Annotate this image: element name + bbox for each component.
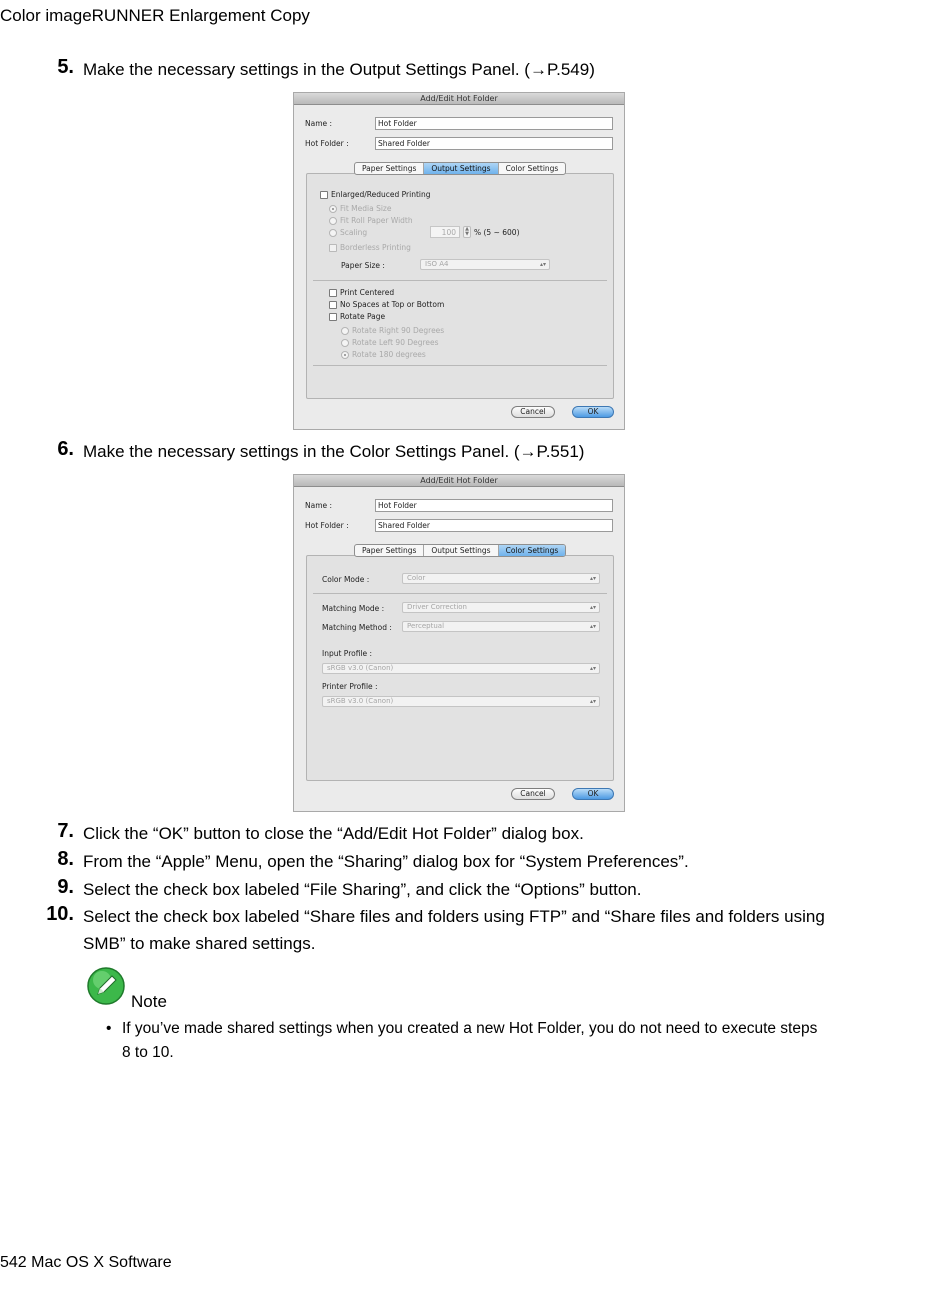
dialog-title: Add/Edit Hot Folder [294, 475, 624, 487]
matching-method-value: Perceptual [407, 622, 445, 630]
rotate-right-label: Rotate Right 90 Degrees [352, 326, 445, 335]
tab-bar [354, 544, 566, 557]
divider [313, 593, 607, 594]
matching-mode-select[interactable] [402, 602, 600, 613]
fit-roll-paper-label: Fit Roll Paper Width [340, 216, 413, 225]
fit-roll-paper-radio[interactable] [329, 217, 337, 225]
step-number: 9. [57, 876, 74, 898]
step-number: 7. [57, 820, 74, 842]
chevron-updown-icon: ▴▾ [589, 604, 596, 611]
note-label: Note [131, 992, 167, 1011]
color-mode-select[interactable] [402, 573, 600, 584]
step-text: From the “Apple” Menu, open the “Sharing” dialog box for “System Preferences”. [83, 852, 689, 871]
settings-panel [306, 555, 614, 781]
paper-size-value: ISO A4 [425, 260, 449, 268]
rotate-180-label: Rotate 180 degrees [352, 350, 426, 359]
matching-method-label: Matching Method : [322, 623, 392, 632]
input-profile-label: Input Profile : [322, 649, 373, 658]
tab-color-settings[interactable]: Color Settings [505, 164, 559, 173]
rotate-page-checkbox[interactable] [329, 313, 337, 321]
borderless-checkbox[interactable] [329, 244, 337, 252]
rotate-page-label: Rotate Page [340, 312, 386, 321]
rotate-left-label: Rotate Left 90 Degrees [352, 338, 439, 347]
color-mode-label: Color Mode : [322, 575, 370, 584]
hot-folder-label: Hot Folder : [305, 521, 349, 530]
hot-folder-input[interactable]: Shared Folder [375, 137, 613, 150]
chevron-updown-icon: ▴▾ [589, 575, 596, 582]
name-label: Name : [305, 501, 333, 510]
step-text: Select the check box labeled “File Sharing”, and click the “Options” button. [83, 880, 642, 899]
step-text: Select the check box labeled “Share files and folders using FTP” and “Share files and folders using SMB” to make shared settings. [83, 907, 825, 953]
no-spaces-label: No Spaces at Top or Bottom [340, 300, 445, 309]
scaling-range-label: % (5 ~ 600) [474, 228, 520, 237]
chevron-updown-icon: ▴▾ [539, 261, 546, 268]
ok-button[interactable]: OK [572, 406, 614, 418]
name-label: Name : [305, 119, 333, 128]
input-profile-select[interactable] [322, 663, 600, 674]
tab-bar [354, 162, 566, 175]
rotate-right-radio[interactable] [341, 327, 349, 335]
enlarged-reduced-checkbox[interactable] [320, 191, 328, 199]
page-header: Color imageRUNNER Enlargement Copy [0, 6, 310, 25]
step-number: 6. [57, 438, 74, 460]
step-text: Click the “OK” button to close the “Add/Edit Hot Folder” dialog box. [83, 824, 584, 843]
scaling-label: Scaling [340, 228, 368, 237]
hot-folder-label: Hot Folder : [305, 139, 349, 148]
chevron-updown-icon: ▴▾ [589, 698, 596, 705]
tab-paper-settings[interactable]: Paper Settings [355, 163, 424, 174]
scaling-input[interactable]: 100 [430, 226, 460, 238]
fit-media-size-label: Fit Media Size [340, 204, 392, 213]
chevron-updown-icon: ▴▾ [589, 623, 596, 630]
fit-media-size-radio[interactable] [329, 205, 337, 213]
cancel-button[interactable]: Cancel [511, 788, 555, 800]
print-centered-label: Print Centered [340, 288, 395, 297]
scaling-stepper[interactable]: ▲ ▼ [463, 226, 471, 238]
hot-folder-input[interactable]: Shared Folder [375, 519, 613, 532]
rotate-180-radio[interactable] [341, 351, 349, 359]
step-text: Make the necessary settings in the Output Settings Panel. (→P.549) [83, 60, 595, 79]
print-centered-checkbox[interactable] [329, 289, 337, 297]
no-spaces-checkbox[interactable] [329, 301, 337, 309]
step-number: 10. [46, 903, 74, 925]
bullet-icon: • [106, 1020, 112, 1037]
chevron-updown-icon: ▴▾ [589, 665, 596, 672]
matching-method-select[interactable] [402, 621, 600, 632]
enlarged-reduced-label: Enlarged/Reduced Printing [331, 190, 431, 199]
matching-mode-value: Driver Correction [407, 603, 467, 611]
ok-button[interactable]: OK [572, 788, 614, 800]
divider [313, 280, 607, 281]
name-input[interactable]: Hot Folder [375, 117, 613, 130]
add-edit-hot-folder-dialog-color [293, 474, 625, 812]
tab-color-settings[interactable]: Color Settings [499, 545, 566, 556]
scaling-radio[interactable] [329, 229, 337, 237]
note-text: If you’ve made shared settings when you created a new Hot Folder, you do not need to execute steps 8 to 10. [122, 1020, 818, 1061]
name-input[interactable]: Hot Folder [375, 499, 613, 512]
pencil-note-icon [86, 966, 126, 1006]
divider [313, 365, 607, 366]
paper-size-select[interactable] [420, 259, 550, 270]
step-number: 8. [57, 848, 74, 870]
settings-panel [306, 173, 614, 399]
input-profile-value: sRGB v3.0 (Canon) [327, 664, 394, 672]
printer-profile-value: sRGB v3.0 (Canon) [327, 697, 394, 705]
paper-size-label: Paper Size : [341, 261, 385, 270]
cancel-button[interactable]: Cancel [511, 406, 555, 418]
page-footer: 542 Mac OS X Software [0, 1254, 172, 1271]
step-number: 5. [57, 56, 74, 78]
printer-profile-select[interactable] [322, 696, 600, 707]
color-mode-value: Color [407, 574, 426, 582]
dialog-title: Add/Edit Hot Folder [294, 93, 624, 105]
borderless-label: Borderless Printing [340, 243, 411, 252]
tab-paper-settings[interactable]: Paper Settings [355, 545, 424, 556]
step-text: Make the necessary settings in the Color Settings Panel. (→P.551) [83, 442, 585, 461]
matching-mode-label: Matching Mode : [322, 604, 385, 613]
add-edit-hot-folder-dialog-output [293, 92, 625, 430]
printer-profile-label: Printer Profile : [322, 682, 378, 691]
tab-output-settings[interactable]: Output Settings [424, 163, 498, 174]
tab-output-settings[interactable]: Output Settings [424, 545, 498, 556]
rotate-left-radio[interactable] [341, 339, 349, 347]
